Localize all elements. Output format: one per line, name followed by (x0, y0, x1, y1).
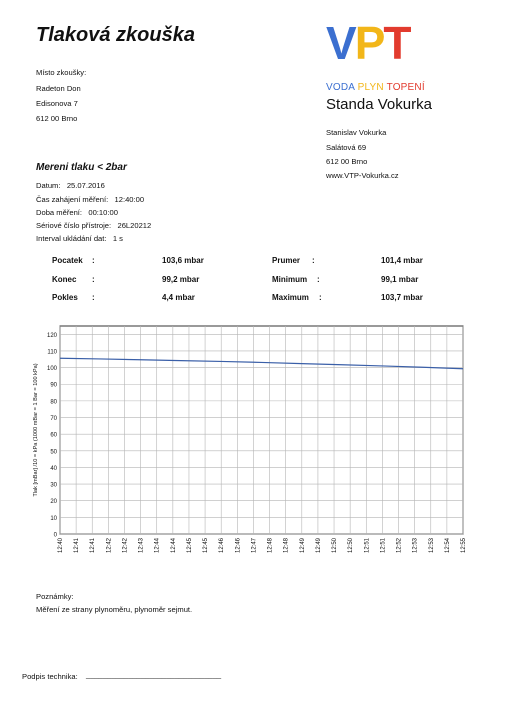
contact-website: www.VTP-Vokurka.cz (326, 171, 399, 180)
x-tick-label: 12:42 (106, 538, 113, 554)
meta-row (36, 208, 118, 217)
tagline-voda: VODA (326, 82, 355, 93)
stat-sep: : (92, 293, 95, 302)
x-tick-label: 12:49 (299, 538, 306, 554)
location-line: Edisonova 7 (36, 99, 78, 108)
y-tick-label: 0 (53, 532, 57, 539)
meta-label: Datum: (36, 181, 61, 190)
location-label: Místo zkoušky: (36, 68, 87, 77)
meta-row (36, 234, 123, 243)
x-tick-label: 12:50 (348, 538, 355, 554)
signature-line: ________________________________ (86, 670, 222, 679)
contact-line: Stanislav Vokurka (326, 128, 387, 137)
stat-label: Prumer (272, 256, 301, 265)
x-tick-label: 12:48 (283, 538, 290, 554)
meta-label: Čas zahájení měření: (36, 195, 109, 204)
x-tick-label: 12:51 (364, 538, 371, 554)
stat-value: 103,7 mbar (381, 293, 423, 302)
location-line: 612 00 Brno (36, 114, 78, 123)
x-tick-label: 12:52 (396, 538, 403, 554)
x-tick-label: 12:43 (138, 538, 145, 554)
meta-row (36, 195, 144, 204)
y-tick-label: 100 (46, 366, 57, 373)
x-tick-label: 12:44 (170, 538, 177, 554)
meta-value: 00:10:00 (88, 208, 118, 217)
location-line: Radeton Don (36, 84, 81, 93)
x-tick-label: 12:41 (90, 538, 97, 554)
meta-label: Doba měření: (36, 208, 83, 217)
company-logo (326, 17, 410, 69)
meta-label: Interval ukládání dat: (36, 234, 107, 243)
y-tick-label: 60 (50, 432, 57, 439)
tagline-topeni: TOPENÍ (386, 82, 425, 93)
tagline-plyn: PLYN (357, 82, 384, 93)
stat-label: Pokles (52, 293, 78, 302)
notes-label: Poznámky: (36, 592, 74, 601)
stat-sep: : (92, 256, 95, 265)
y-tick-label: 80 (50, 399, 57, 406)
y-tick-label: 70 (50, 416, 57, 423)
x-tick-label: 12:53 (428, 538, 435, 554)
stat-value: 101,4 mbar (381, 256, 423, 265)
stat-value: 99,1 mbar (381, 275, 419, 284)
logo-letter-t: T (383, 17, 410, 69)
plot-area (60, 326, 463, 534)
meta-row (36, 221, 151, 230)
meta-label: Sériové číslo přístroje: (36, 221, 112, 230)
x-tick-label: 12:45 (186, 538, 193, 554)
company-name: Standa Vokurka (326, 96, 432, 113)
y-tick-label: 20 (50, 499, 57, 506)
x-tick-label: 12:47 (251, 538, 258, 554)
y-axis-label: Tlak [mBar] /10 = kPa (1000 mBar = 1 Bar = 100 kPa) (33, 363, 39, 497)
y-tick-label: 120 (46, 332, 57, 339)
signature-label: Podpis technika: (22, 672, 78, 681)
pressure-chart (24, 322, 466, 572)
stat-sep: : (319, 293, 322, 302)
x-tick-label: 12:54 (444, 538, 451, 554)
x-tick-label: 12:53 (412, 538, 419, 554)
x-tick-label: 12:51 (380, 538, 387, 554)
stat-sep: : (92, 275, 95, 284)
logo-letter-v: V (326, 17, 355, 69)
x-tick-label: 12:40 (58, 538, 64, 554)
y-tick-label: 40 (50, 465, 57, 472)
stat-label: Minimum (272, 275, 308, 284)
x-tick-label: 12:55 (461, 538, 467, 554)
stat-sep: : (317, 275, 320, 284)
y-tick-label: 90 (50, 382, 57, 389)
x-tick-label: 12:46 (235, 538, 242, 554)
x-tick-label: 12:48 (267, 538, 274, 554)
stat-value: 99,2 mbar (162, 275, 200, 284)
y-tick-label: 30 (50, 482, 57, 489)
contact-line: 612 00 Brno (326, 157, 368, 166)
y-tick-label: 110 (47, 349, 57, 356)
pressure-chart-svg (24, 322, 466, 572)
meta-value: 26L20212 (117, 221, 152, 230)
x-tick-label: 12:41 (74, 538, 81, 554)
x-tick-label: 12:42 (122, 538, 129, 554)
logo-letter-p: P (354, 17, 384, 69)
stat-value: 4,4 mbar (162, 293, 195, 302)
meta-value: 1 s (112, 234, 123, 243)
x-tick-label: 12:45 (203, 538, 210, 554)
meta-value: 12:40:00 (114, 195, 145, 204)
meta-value: 25.07.2016 (66, 181, 105, 190)
stat-value: 103,6 mbar (162, 256, 204, 265)
page-title: Tlaková zkouška (36, 24, 195, 46)
x-tick-label: 12:44 (154, 538, 161, 554)
notes-text: Měření ze strany plynoměru, plynoměr sejmut. (36, 605, 193, 614)
stat-label: Maximum (272, 293, 309, 302)
x-tick-label: 12:50 (332, 538, 339, 554)
stat-sep: : (312, 256, 315, 265)
y-tick-label: 50 (50, 449, 57, 456)
meta-row (36, 181, 105, 190)
x-tick-label: 12:49 (315, 538, 322, 554)
stat-label: Konec (52, 275, 77, 284)
x-tick-label: 12:46 (219, 538, 226, 554)
section-title: Mereni tlaku < 2bar (36, 162, 127, 173)
y-tick-label: 10 (50, 515, 57, 522)
logo-tagline (326, 82, 425, 93)
contact-line: Salátová 69 (326, 143, 367, 152)
stat-label: Pocatek (52, 256, 83, 265)
